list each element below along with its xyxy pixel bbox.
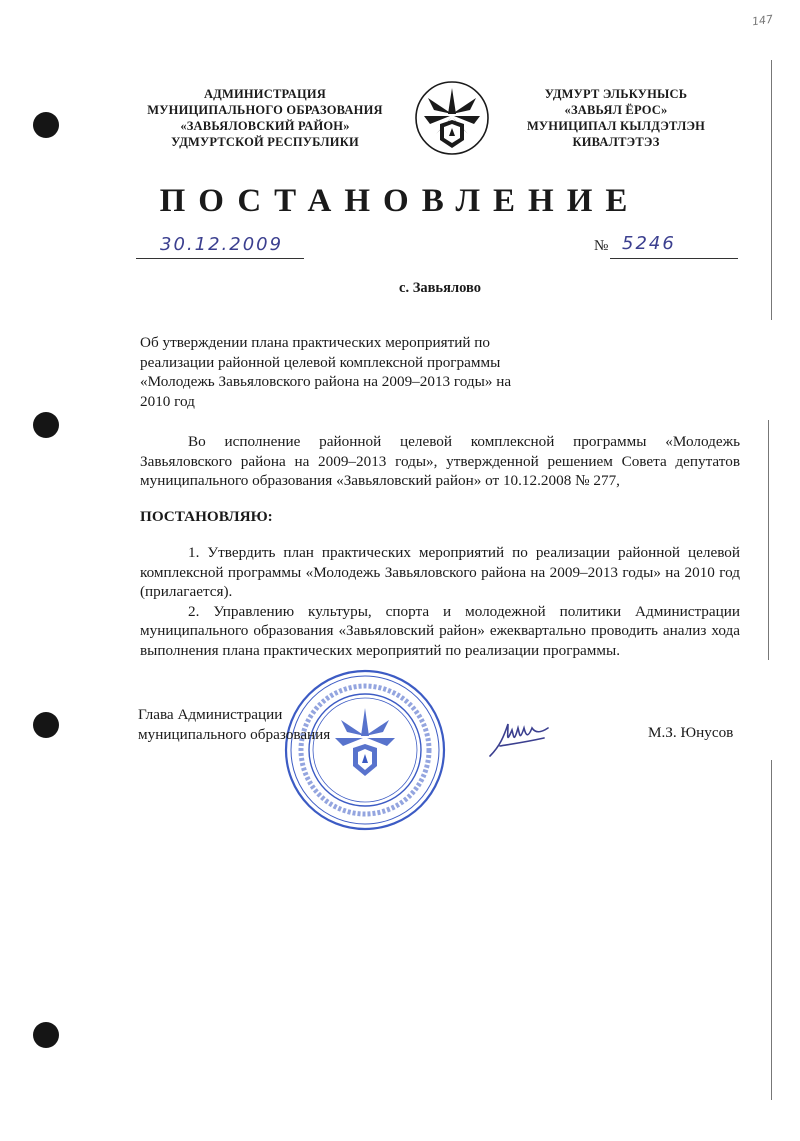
document-title: ПОСТАНОВЛЕНИЕ bbox=[159, 183, 641, 219]
header-left-line: МУНИЦИПАЛЬНОГО ОБРАЗОВАНИЯ bbox=[147, 103, 383, 117]
official-seal bbox=[283, 668, 448, 833]
decree-item: 1. Утвердить план практических мероприятий по реализации районной целевой комплексной программы «Молодежь Завьяловского района на 2009–2013 годы» на 2010 год (прилагается). bbox=[140, 544, 740, 600]
signatory-position-line: муниципального образования bbox=[138, 725, 331, 743]
header-right-line: МУНИЦИПАЛ КЫЛДЭТЛЭН bbox=[526, 119, 706, 133]
page-mark: 147 bbox=[751, 12, 774, 29]
coat-of-arms-emblem bbox=[414, 80, 490, 156]
header-right-line: «ЗАВЬЯЛ ЁРОС» bbox=[564, 103, 668, 117]
header-right-line: КИВАЛТЭТЭЗ bbox=[572, 135, 660, 149]
preamble: Во исполнение районной целевой комплексной программы «Молодежь Завьяловского района на 2009–2013 годы», утвержденной решением Совета депутатов муниципального образования «Завьяловский район» от 10.12.2008 № 277, bbox=[140, 433, 740, 489]
header-left bbox=[130, 86, 400, 150]
number-label: № bbox=[594, 238, 609, 254]
preamble-block bbox=[140, 432, 740, 491]
header-left-line: «ЗАВЬЯЛОВСКИЙ РАЙОН» bbox=[180, 119, 350, 133]
signatory-position bbox=[138, 705, 330, 744]
subject-line: 2010 год bbox=[140, 392, 195, 410]
decree-items bbox=[140, 543, 740, 660]
header-left-line: АДМИНИСТРАЦИЯ bbox=[203, 87, 327, 101]
subject-line: реализации районной целевой комплексной программы bbox=[140, 353, 501, 371]
punch-hole bbox=[33, 1022, 59, 1048]
signatory-position-line: Глава Администрации bbox=[138, 706, 283, 723]
header-right-line: УДМУРТ ЭЛЬКУНЫСЬ bbox=[544, 87, 688, 101]
date-value: 30.12.2009 bbox=[160, 234, 284, 255]
decree-word: ПОСТАНОВЛЯЮ: bbox=[140, 508, 273, 525]
punch-hole bbox=[33, 412, 59, 438]
subject-line: Об утверждении плана практических мероприятий по bbox=[140, 334, 490, 351]
punch-hole bbox=[33, 112, 59, 138]
number-field bbox=[610, 233, 738, 259]
document-subject bbox=[140, 333, 570, 411]
signatory-name: М.З. Юнусов bbox=[648, 724, 734, 741]
number-value: 5246 bbox=[622, 233, 676, 254]
punch-hole bbox=[33, 712, 59, 738]
place: с. Завьялово bbox=[399, 280, 481, 296]
scan-edge bbox=[768, 420, 769, 660]
handwritten-signature bbox=[486, 716, 552, 762]
date-field bbox=[136, 234, 304, 259]
scan-edge bbox=[771, 760, 772, 1100]
header-right bbox=[516, 86, 716, 150]
decree-item: 2. Управлению культуры, спорта и молодежной политики Администрации муниципального образования «Завьяловский район» ежеквартально проводить анализ хода выполнения плана практических мероприятий по реализации программы. bbox=[140, 602, 740, 659]
subject-line: «Молодежь Завьяловского района на 2009–2013 годы» на bbox=[140, 373, 512, 390]
header-left-line: УДМУРТСКОЙ РЕСПУБЛИКИ bbox=[171, 135, 359, 149]
